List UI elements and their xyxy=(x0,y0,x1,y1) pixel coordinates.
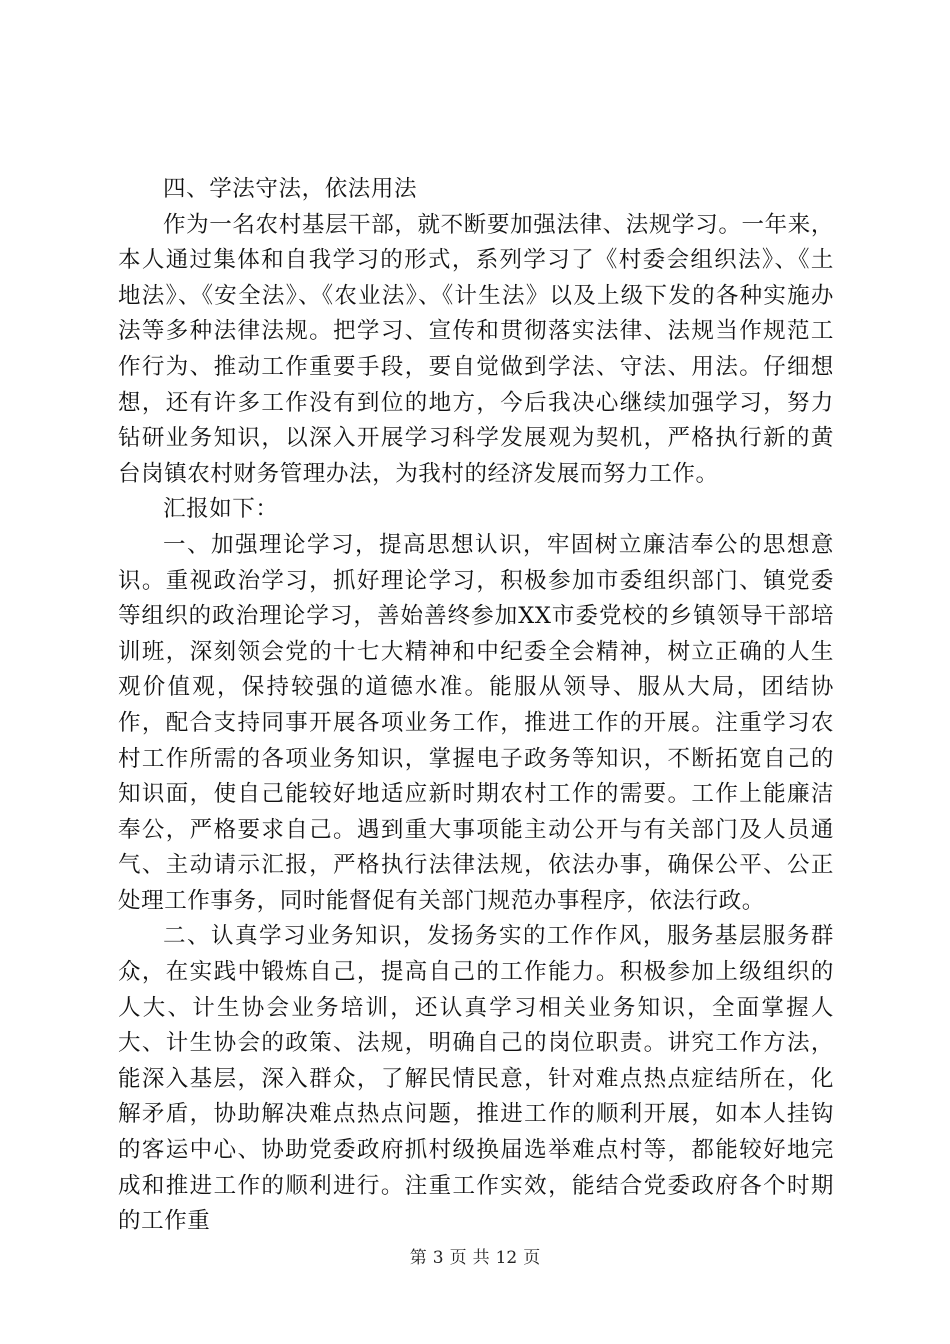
page-label: 第 xyxy=(409,1248,427,1268)
paragraph: 一、加强理论学习，提高思想认识，牢固树立廉洁奉公的思想意识。重视政治学习，抓好理论学习，积极参加市委组织部门、镇党委等组织的政治理论学习，善始善终参加XX市委党校的乡镇领导干部培训班，深刻领会党的十七大精神和中纪委全会精神，树立正确的人生观价值观，保持较强的道德水准。能服从领导、服从大局，团结协作，配合支持同事开展各项业务工作，推进工作的开展。注重学习农村工作所需的各项业务知识，掌握电子政务等知识，不断拓宽自己的知识面，使自己能较好地适应新时期农村工作的需要。工作上能廉洁奉公，严格要求自己。遇到重大事项能主动公开与有关部门及人员通气、主动请示汇报，严格执行法律法规，依法办事，确保公平、公正处理工作事务，同时能督促有关部门规范办事程序，依法行政。 xyxy=(118,531,834,914)
page-unit: 页 xyxy=(449,1248,467,1268)
page-footer xyxy=(0,1246,950,1270)
page-number: 3 xyxy=(432,1248,444,1268)
total-label: 共 xyxy=(472,1248,490,1268)
paragraph: 作为一名农村基层干部，就不断要加强法律、法规学习。一年来，本人通过集体和自我学习的形式，系列学习了《村委会组织法》、《土地法》、《安全法》、《农业法》、《计生法》以及上级下发的各种实施办法等多种法律法规。把学习、宣传和贯彻落实法律、法规当作规范工作行为、推动工作重要手段，要自觉做到学法、守法、用法。仔细想想，还有许多工作没有到位的地方，今后我决心继续加强学习，努力钻研业务知识，以深入开展学习科学发展观为契机，严格执行新的黄台岗镇农村财务管理办法，为我村的经济发展而努力工作。 xyxy=(118,211,834,487)
paragraph: 二、认真学习业务知识，发扬务实的工作作风，服务基层服务群众，在实践中锻炼自己，提高自己的工作能力。积极参加上级组织的人大、计生协会业务培训，还认真学习相关业务知识，全面掌握人大、计生协会的政策、法规，明确自己的岗位职责。讲究工作方法，能深入基层，深入群众，了解民情民意，针对难点热点症结所在，化解矛盾，协助解决难点热点问题，推进工作的顺利开展，如本人挂钩的客运中心、协助党委政府抓村级换届选举难点村等，都能较好地完成和推进工作的顺利进行。注重工作实效，能结合党委政府各个时期的工作重 xyxy=(118,923,834,1235)
total-unit: 页 xyxy=(523,1248,541,1268)
total-pages: 12 xyxy=(495,1248,518,1268)
paragraph: 汇报如下： xyxy=(163,496,279,523)
section-heading: 四、学法守法，依法用法 xyxy=(163,176,418,202)
document-body xyxy=(118,172,834,1240)
